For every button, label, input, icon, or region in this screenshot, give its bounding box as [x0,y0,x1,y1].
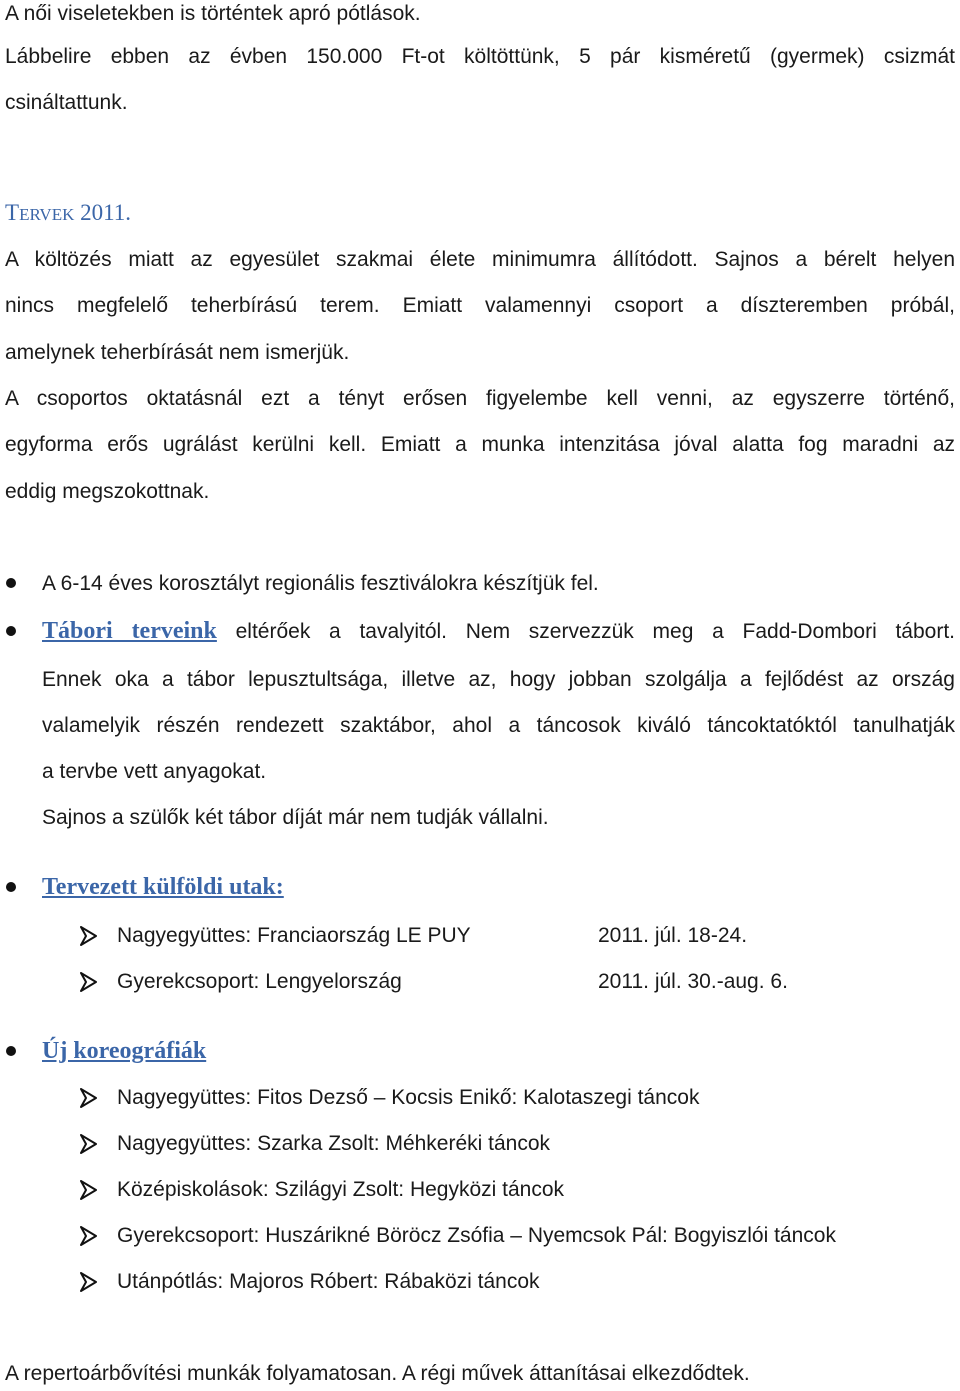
tervek-heading-initial: T [5,200,20,225]
arrow-bullet-icon [80,1087,98,1109]
bullet-dot [6,882,16,892]
bullet-dot [6,578,16,588]
trip-1-label: Nagyegyüttes: Franciaország LE PUY [117,924,471,947]
trips-heading: Tervezett külföldi utak: [42,874,284,900]
choreo-heading: Új koreográfiák [42,1038,207,1064]
tervek-p1-line-2: nincs megfelelő teherbírású terem. Emiatt valamennyi csoport a díszteremben próbál, [5,294,955,317]
tervek-heading [5,199,955,229]
intro-line-2: Lábbelire ebben az évben 150.000 Ft-ot költöttünk, 5 pár kisméretű (gyermek) csizmát [5,45,955,68]
trip-2-date: 2011. júl. 30.-aug. 6. [598,970,788,993]
bullet-2-line-1 [42,617,955,646]
bullet-2-line-2: Ennek oka a tábor lepusztultsága, illetve az, hogy jobban szolgálja a fejlődést az ország [42,668,955,691]
trip-2-label: Gyerekcsoport: Lengyelország [117,970,402,993]
bullet-dot [6,626,16,636]
choreo-item: Nagyegyüttes: Szarka Zsolt: Méhkeréki táncok [117,1132,551,1155]
arrow-bullet-icon [80,1179,98,1201]
tervek-p2-line-2: egyforma erős ugrálást kerülni kell. Emiatt a munka intenzitása jóval alatta fog maradni az [5,433,955,456]
tervek-p1-line-3: amelynek teherbírását nem ismerjük. [5,341,350,364]
bullet-2-line-4: a tervbe vett anyagokat. [42,760,267,783]
bullet-dot [6,1046,16,1056]
trips-heading-row [42,873,955,902]
bullet-2-line-3: valamelyik részén rendezett szaktábor, ahol a táncosok kiváló táncoktatóktól tanulhatják [42,714,955,737]
choreo-item: Utánpótlás: Majoros Róbert: Rábaközi táncok [117,1270,540,1293]
tervek-p2-line-1: A csoportos oktatásnál ezt a tényt erősen figyelembe kell venni, az egyszerre történő, [5,387,955,410]
arrow-bullet-icon [80,1225,98,1247]
choreo-item: Nagyegyüttes: Fitos Dezső – Kocsis Enikő: Kalotaszegi táncok [117,1086,700,1109]
choreo-item: Gyerekcsoport: Huszárikné Böröcz Zsófia – Nyemcsok Pál: Bogyiszlói táncok [117,1224,836,1247]
bullet-2-line-5: Sajnos a szülők két tábor díját már nem tudják vállalni. [42,806,549,829]
tervek-p1-line-1: A költözés miatt az egyesület szakmai élete minimumra állítódott. Sajnos a bérelt helyen [5,248,955,271]
bullet-2-rest: eltérőek a tavalyitól. Nem szervezzük meg a Fadd-Dombori tábort. [216,620,955,643]
intro-line-3: csináltattunk. [5,91,128,114]
tervek-heading-smallcaps: ERVEK [19,205,75,224]
arrow-bullet-icon [80,1271,98,1293]
closing-line: A repertoárbővítési munkák folyamatosan. A régi művek áttanításai elkezdődtek. [5,1362,750,1385]
choreo-heading-row [42,1037,955,1066]
tervek-p2-line-3: eddig megszokottnak. [5,480,210,503]
arrow-bullet-icon [80,1133,98,1155]
intro-line-1: A női viseletekben is történtek apró pótlások. [5,2,421,25]
tervek-heading-year: 2011. [74,200,132,225]
tabori-terveink-link[interactable]: Tábori terveink [42,618,217,644]
arrow-bullet-icon [80,925,98,947]
bullet-1-text: A 6-14 éves korosztályt regionális fesztiválokra készítjük fel. [42,572,599,595]
choreo-item: Középiskolások: Szilágyi Zsolt: Hegyközi táncok [117,1178,565,1201]
trip-1-date: 2011. júl. 18-24. [598,924,748,947]
arrow-bullet-icon [80,971,98,993]
